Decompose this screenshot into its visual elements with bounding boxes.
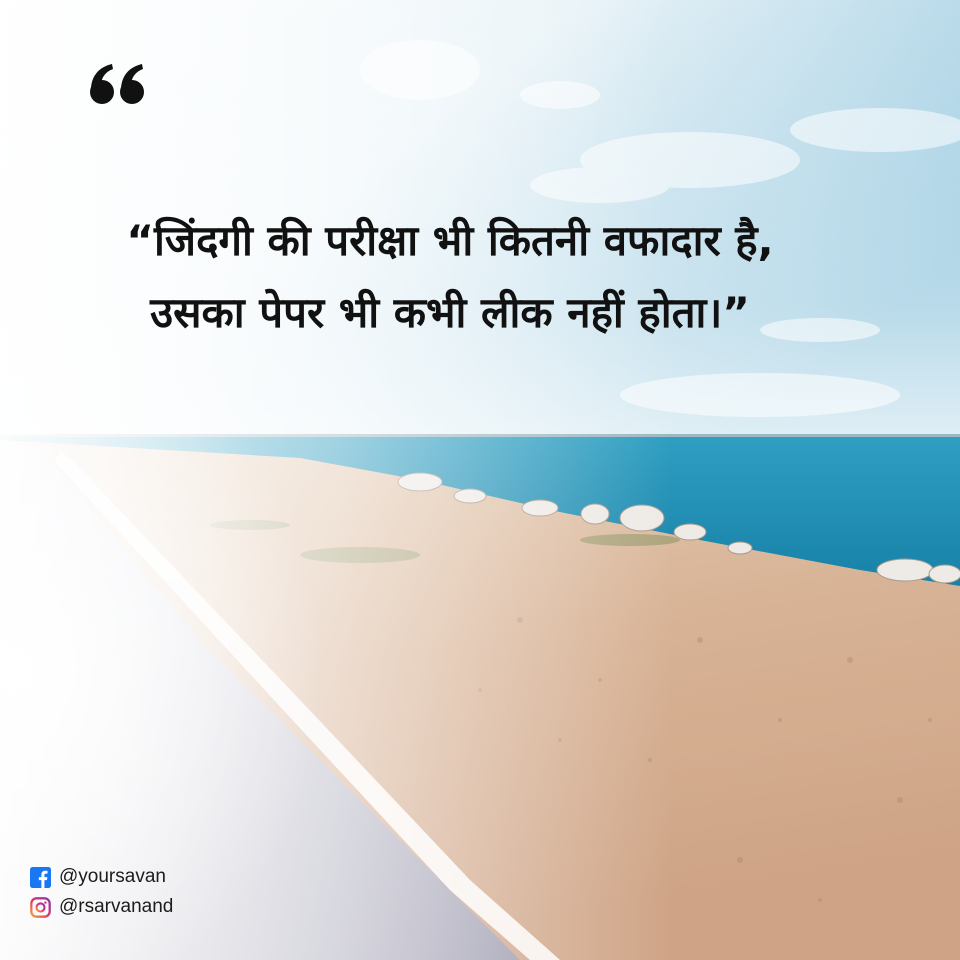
instagram-handle[interactable]: @rsarvanand [59,896,174,917]
facebook-icon [30,867,51,888]
quote-line-1: “जिंदगी की परीक्षा भी कितनी वफादार है, [126,216,774,265]
quote-text [20,205,880,349]
instagram-handle-row[interactable] [30,892,250,922]
social-handles [30,862,250,922]
instagram-icon [30,897,51,918]
quote-line-2: उसका पेपर भी कभी लीक नहीं होता।” [150,288,750,337]
facebook-handle-row[interactable] [30,862,250,892]
facebook-handle[interactable]: @yoursavan [59,866,166,887]
double-quote-icon [86,52,150,116]
